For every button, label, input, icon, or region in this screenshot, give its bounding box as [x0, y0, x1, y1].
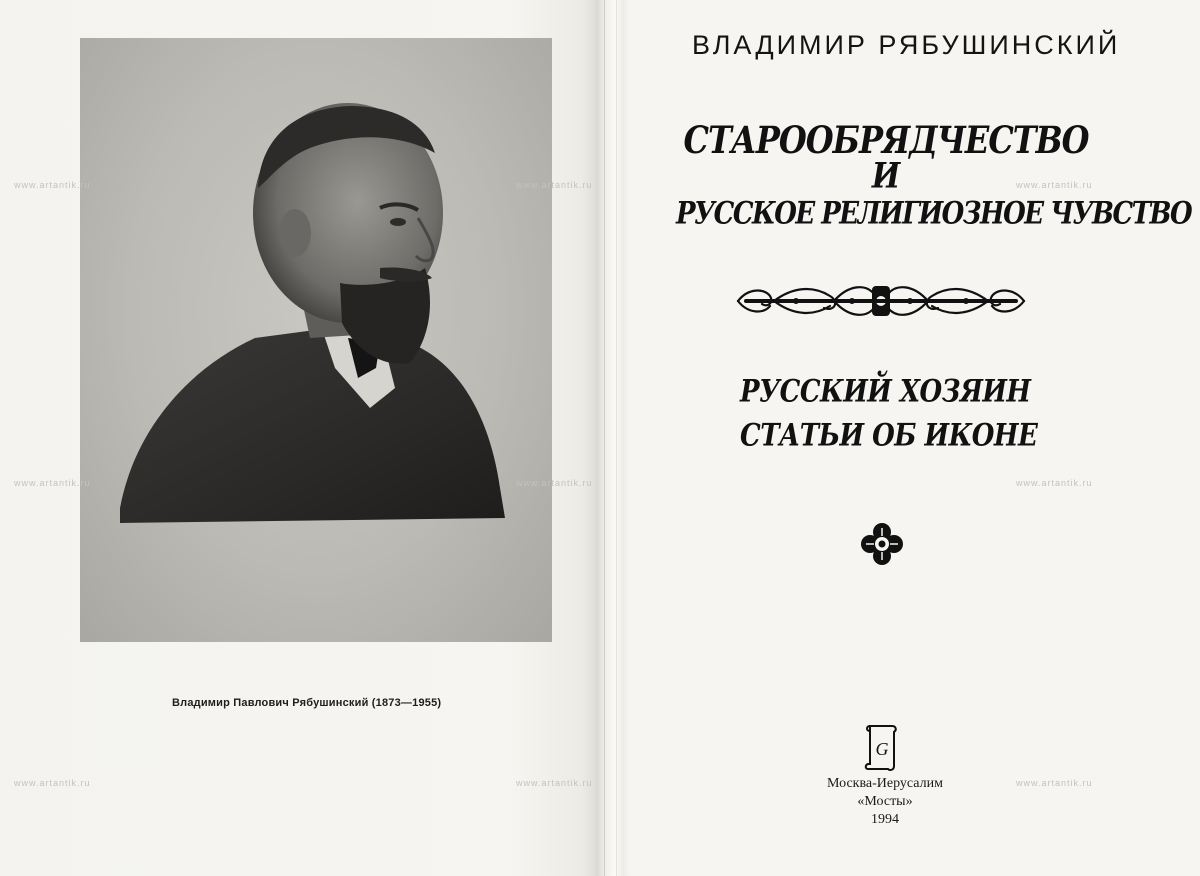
- watermark: www.artantik.ru: [14, 180, 91, 190]
- watermark: www.artantik.ru: [516, 478, 593, 488]
- title-line-3: РУССКОЕ РЕЛИГИОЗНОЕ ЧУВСТВО: [676, 196, 1192, 232]
- portrait-figure: [80, 38, 552, 642]
- portrait-caption: Владимир Павлович Рябушинский (1873—1955): [172, 697, 442, 709]
- book-gutter: [596, 0, 630, 876]
- portrait-photo: [80, 38, 552, 642]
- imprint: [800, 775, 970, 829]
- flower-ornament-icon: [860, 522, 904, 566]
- imprint-publisher: «Мосты»: [857, 794, 913, 809]
- subtitles: [740, 370, 1038, 458]
- book-title: [676, 117, 1192, 234]
- publisher-logo-icon: [864, 722, 900, 774]
- imprint-year: 1994: [871, 812, 899, 827]
- watermark: www.artantik.ru: [1016, 478, 1093, 488]
- imprint-city: Москва-Иерусалим: [827, 776, 943, 791]
- watermark: www.artantik.ru: [1016, 180, 1093, 190]
- author-name: ВЛАДИМИР РЯБУШИНСКИЙ: [692, 30, 1121, 60]
- watermark: www.artantik.ru: [516, 180, 593, 190]
- subtitle-2: СТАТЬИ ОБ ИКОНЕ: [740, 418, 1038, 454]
- watermark: www.artantik.ru: [14, 478, 91, 488]
- ornament-divider-icon: [734, 278, 1028, 324]
- publisher-logo-letter: G: [875, 739, 889, 759]
- title-line-1: СТАРООБРЯДЧЕСТВО: [683, 117, 1089, 163]
- watermark: www.artantik.ru: [14, 778, 91, 788]
- watermark: www.artantik.ru: [516, 778, 593, 788]
- subtitle-1: РУССКИЙ ХОЗЯИН: [740, 374, 1031, 410]
- title-line-2: И: [871, 156, 901, 197]
- watermark: www.artantik.ru: [1016, 778, 1093, 788]
